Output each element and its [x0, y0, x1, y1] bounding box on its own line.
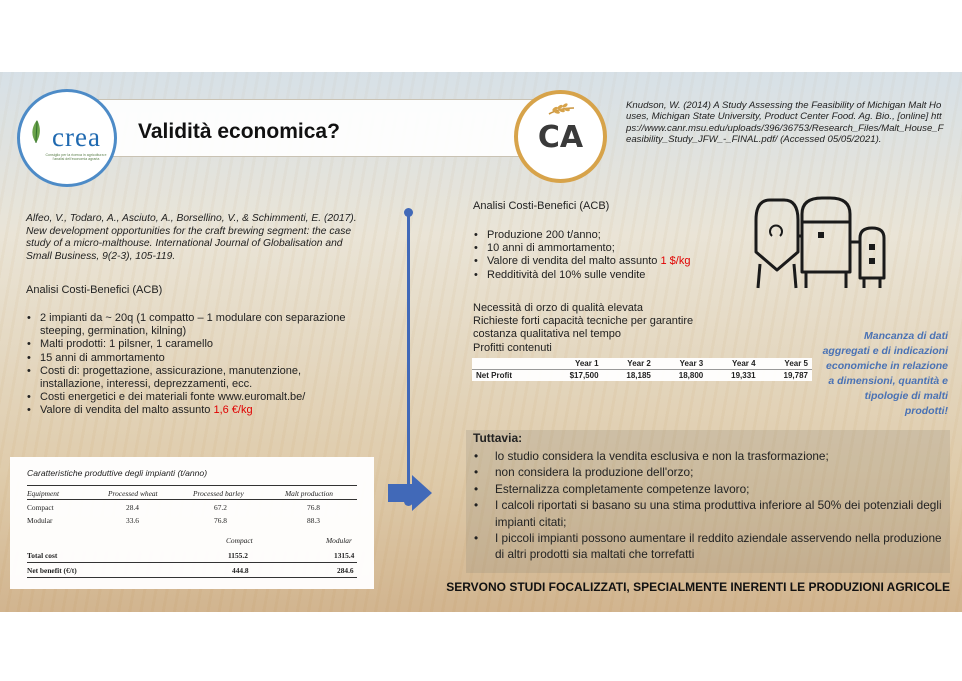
page-title: Validità economica? — [138, 120, 340, 143]
tuttavia-list — [473, 448, 943, 563]
slide — [0, 72, 962, 612]
table-cell: 284.6 — [337, 566, 354, 575]
table-header: Processed wheat — [108, 489, 158, 498]
total-cost-label: Total cost — [27, 551, 58, 560]
table-header: Modular — [326, 536, 352, 545]
list-item: • Costi di: progettazione, assicurazione, manutenzione, installazione, interessi, deprezzamenti, ecc. — [26, 365, 356, 391]
list-item: • I calcoli riportati si basano su una stima produttiva inferiore al 50% dei potenziali degli impianti citati; — [473, 497, 943, 530]
divider — [27, 499, 357, 500]
list-item: • Redditività del 10% sulle vendite — [473, 269, 733, 282]
left-section-title: Analisi Costi-Benefici (ACB) — [26, 284, 163, 296]
crea-logo-text: crea — [52, 122, 101, 152]
table-cell: 1155.2 — [228, 551, 248, 560]
plant-table-caption: Caratteristiche produttive degli impianti (t/anno) — [27, 468, 208, 478]
table-cell: Compact — [27, 503, 54, 512]
right-bullet-list — [473, 229, 733, 282]
table-header: Processed barley — [193, 489, 244, 498]
malt-tanks-icon — [748, 192, 908, 304]
crea-logo — [17, 89, 117, 187]
table-cell: 88.3 — [307, 516, 320, 525]
right-reference: Knudson, W. (2014) A Study Assessing the Feasibility of Michigan Malt Houses, Michigan State University, Product Center Food. Ag. Bio., [online] https://www.canr.msu.edu/uploads/396/36753/Research_Files/Malt_House_Feasibility_Study_JFW_-_FINAL.pdf/ (Accessed 05/05/2021). — [626, 100, 944, 146]
table-cell: $17,500 — [569, 371, 599, 380]
list-item: • I piccoli impianti possono aumentare il reddito aziendale asservendo nella produzione di altri prodotti sia maltati che torrefatti — [473, 530, 943, 563]
left-bullet-list — [26, 312, 356, 418]
requirement-line: Profitti contenuti — [473, 341, 552, 354]
side-note: Mancanza di dati aggregati e di indicazioni economiche in relazione a dimensioni, quantità e tipologie di malti prodotti! — [822, 330, 948, 417]
price-label: Valore di vendita del malto assunto — [40, 404, 214, 417]
profit-table — [472, 358, 812, 381]
net-benefit-label: Net benefit (€/t) — [27, 566, 77, 575]
table-header: Compact — [226, 536, 253, 545]
divider — [27, 577, 357, 578]
divider — [27, 562, 357, 563]
row-label: Net Profit — [476, 371, 512, 380]
price-value: 1 $/kg — [660, 255, 691, 268]
list-item: • Malti prodotti: 1 pilsner, 1 caramello — [26, 338, 356, 351]
price-value: 1,6 €/kg — [213, 404, 253, 417]
table-row — [472, 370, 812, 382]
table-header: Year 1 — [543, 358, 603, 370]
table-cell: 33.6 — [126, 516, 139, 525]
wheat-icon — [546, 100, 576, 116]
list-item: • Produzione 200 t/anno; — [473, 229, 733, 242]
table-cell: 18,800 — [678, 371, 704, 380]
table-cell: 19,787 — [783, 371, 808, 380]
leaf-icon — [29, 118, 43, 144]
requirement-line: Richieste forti capacità tecniche per garantire costanza qualitativa nel tempo — [473, 315, 694, 341]
table-cell: 18,185 — [626, 371, 651, 380]
divider-dot — [404, 208, 413, 217]
right-arrow-icon — [386, 473, 434, 513]
table-header: Equipment — [27, 489, 60, 498]
table-cell: 1315.4 — [334, 551, 355, 560]
table-cell: 444.8 — [232, 566, 249, 575]
vertical-divider — [407, 212, 410, 502]
table-cell: 76.8 — [307, 503, 320, 512]
list-item: • 10 anni di ammortamento; — [473, 242, 733, 255]
requirements-block — [473, 302, 735, 355]
table-cell — [472, 358, 543, 370]
list-item: • Esternalizza completamente competenze lavoro; — [473, 481, 943, 497]
list-item — [26, 404, 356, 417]
table-header: Year 4 — [707, 358, 759, 370]
left-reference: Alfeo, V., Todaro, A., Asciuto, A., Borsellino, V., & Schimmenti, E. (2017). New development opportunities for the craft brewing segment: the case study of a micro-malthouse. International Journal of Globalisation and Small Business, 9(2-3), 105-119. — [26, 213, 357, 262]
table-header: Year 2 — [603, 358, 655, 370]
list-item: • lo studio considera la vendita esclusiva e non la trasformazione; — [473, 448, 943, 464]
price-label: Valore di vendita del malto assunto — [487, 255, 661, 268]
table-header: Year 3 — [655, 358, 707, 370]
table-header: Year 5 — [760, 358, 812, 370]
right-section-title: Analisi Costi-Benefici (ACB) — [473, 200, 610, 212]
list-item: • non considera la produzione dell'orzo; — [473, 464, 943, 480]
table-cell: 67.2 — [214, 503, 227, 512]
table-cell: 76.8 — [214, 516, 227, 525]
crea-logo-subtitle: Consiglio per la ricerca in agricoltura e l'analisi dell'economia agraria — [45, 153, 107, 161]
divider — [27, 485, 357, 486]
table-cell: 19,331 — [731, 371, 756, 380]
conclusion-text: SERVONO STUDI FOCALIZZATI, SPECIALMENTE INERENTI LE PRODUZIONI AGRICOLE — [446, 580, 950, 594]
list-item: • 15 anni di ammortamento — [26, 352, 356, 365]
table-cell: 28.4 — [126, 503, 139, 512]
list-item: • 2 impianti da ~ 20q (1 compatto – 1 modulare con separazione steeping, germination, kilning) — [26, 312, 356, 338]
requirement-line: Necessità di orzo di qualità elevata — [473, 302, 643, 314]
list-item: • Costi energetici e dei materiali fonte www.euromalt.be/ — [26, 391, 356, 404]
tuttavia-title: Tuttavia: — [473, 431, 523, 445]
table-header: Malt production — [285, 489, 333, 498]
table-row — [472, 358, 812, 370]
ca-logo-text: CA — [537, 120, 584, 155]
plant-table-card — [10, 457, 374, 589]
ca-logo — [514, 90, 607, 183]
list-item — [473, 255, 733, 268]
table-cell: Modular — [27, 516, 53, 525]
